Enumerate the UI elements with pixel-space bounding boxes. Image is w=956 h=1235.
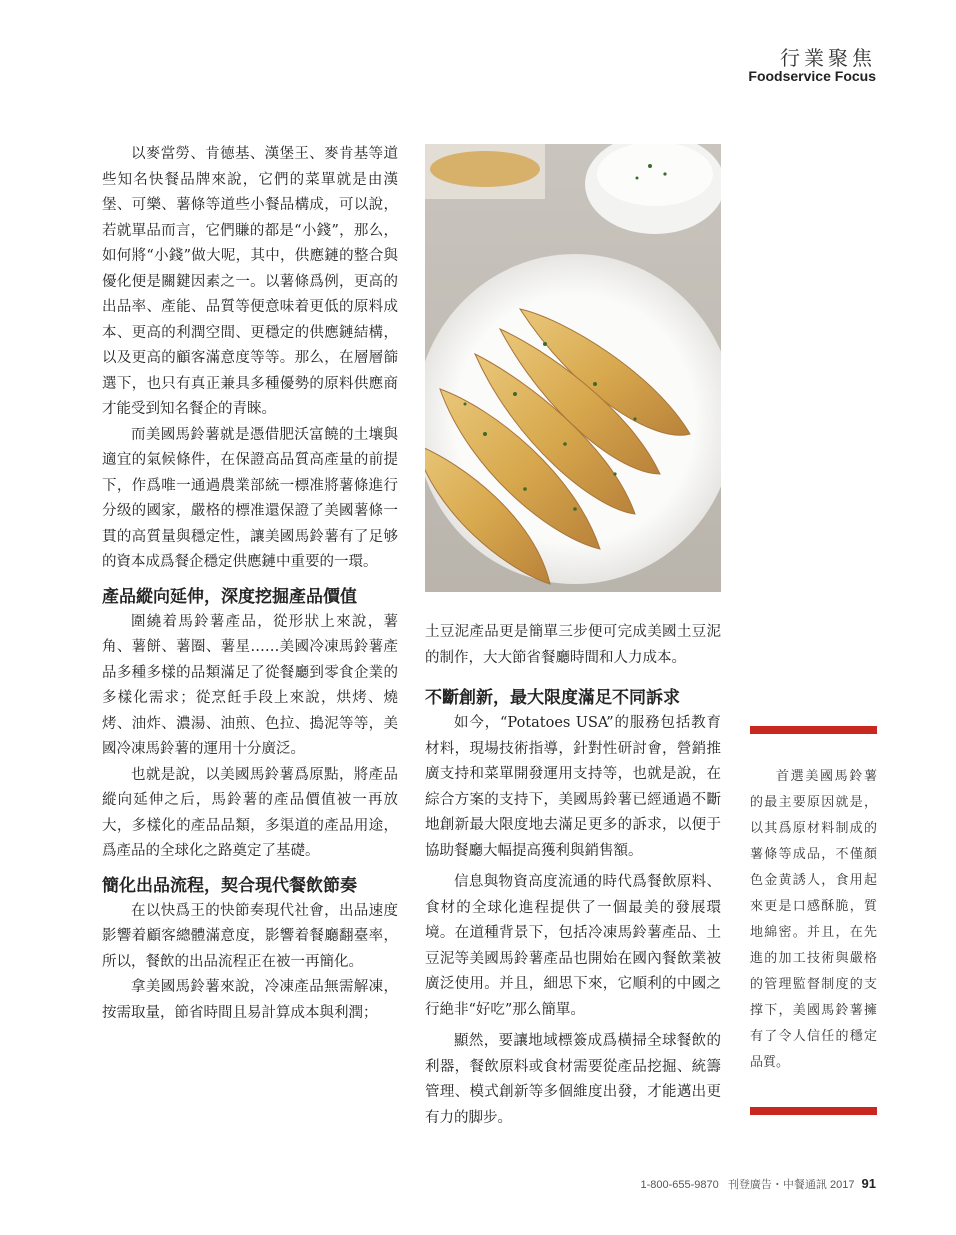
footer-publication: 刊登廣告・中餐通訊 2017 xyxy=(727,1179,855,1191)
paragraph: 也就是說，以美國馬鈴薯爲原點，將產品縱向延伸之后，馬鈴薯的產品價值被一再放大，多樣化的產品品類，多渠道的產品用途，爲產品的全球化之路奠定了基礎。 xyxy=(102,766,398,859)
accent-bar-top xyxy=(750,726,877,734)
paragraph: 顯然，要讓地域標簽成爲橫掃全球餐飲的利器，餐飲原料或食材需要從產品挖掘、統籌管理、模式創新等多個維度出發，才能邁出更有力的脚步。 xyxy=(425,1033,721,1126)
article-column-left xyxy=(102,142,398,1026)
paragraph: 如今，“Potatoes USA”的服務包括教育材料，現場技術指導，針對性研討會，營銷推廣支持和菜單開發運用支持等，也就是說，在綜合方案的支持下，美國馬鈴薯已經通過不斷地創新最大限度地去滿足更多的訴求，以便于協助餐廳大幅提高獲利與銷售額。 xyxy=(425,715,721,859)
pull-quote-sidebar xyxy=(750,726,877,1076)
section-title-cn: 行業聚焦 xyxy=(780,46,876,70)
section-title-en: Foodservice Focus xyxy=(748,68,876,84)
pull-quote-text: 首選美國馬鈴薯的最主要原因就是，以其爲原材料制成的薯條等成品，不僅顏色金黄誘人，食用起來更是口感酥脆，質地綿密。并且，在先進的加工技術與嚴格的管理監督制度的支撑下，美國馬鈴薯擁有了令人信任的穩定品質。 xyxy=(750,769,877,1070)
paragraph: 信息與物資高度流通的時代爲餐飲原料、食材的全球化進程提供了一個最美的發展環境。在道種背景下，包括冷凍馬鈴薯產品、土豆泥等美國馬鈴薯產品也開始在國內餐飲業被廣泛使用。并且，細思下來，它順利的中國之行絶非“好吃”那么簡單。 xyxy=(425,874,721,1018)
paragraph: 以麥當勞、肯德基、漢堡王、麥肯基等道些知名快餐品牌來說，它們的菜單就是由漢堡、可樂、薯條等道些小餐品構成，可以說，若就單品而言，它們賺的都是“小錢”，那么，如何將“小錢”做大呢，其中，供應鏈的整合與優化便是關鍵因素之一。以薯條爲例，更高的出品率、產能、品質等便意味着更低的原料成本、更高的利潤空間、更穩定的供應鏈結構，以及更高的顧客滿意度等等。那么，在層層篩選下，也只有真正兼具多種優勢的原料供應商才能受到知名餐企的青睞。 xyxy=(102,146,398,417)
page-footer xyxy=(640,1176,876,1192)
paragraph: 土豆泥產品更是簡單三步便可完成美國土豆泥的制作，大大節省餐廳時間和人力成本。 xyxy=(425,624,721,666)
article-column-right xyxy=(425,620,721,1131)
paragraph: 圍繞着馬鈴薯產品，從形狀上來說，薯角、薯餅、薯圈、薯星……美國冷凍馬鈴薯產品多種多樣的品類滿足了從餐廳到零食企業的多樣化需求；從烹飪手段上來說，烘烤、燒烤、油炸、濃湯、油煎、色拉、搗泥等等，美國冷凍馬鈴薯的運用十分廣泛。 xyxy=(102,613,398,757)
page-number: 91 xyxy=(861,1176,876,1191)
paragraph: 在以快爲王的快節奏現代社會，出品速度影響着顧客總體滿意度，影響着餐廳翻臺率，所以，餐飲的出品流程正在被一再簡化。 xyxy=(102,902,398,970)
paragraph: 而美國馬鈴薯就是憑借肥沃富饒的土壤與適宜的氣候條件，在保證高品質高產量的前提下，作爲唯一通過農業部統一標准將薯條進行分级的國家，嚴格的標准還保證了美國薯條一貫的高質量與穩定性，讓美國馬鈴薯有了足够的資本成爲餐企穩定供應鏈中重要的一環。 xyxy=(102,426,398,570)
accent-bar-bottom xyxy=(750,1107,877,1115)
section-heading: 簡化出品流程，契合現代餐飲節奏 xyxy=(102,875,357,896)
footer-phone: 1-800-655-9870 xyxy=(640,1179,719,1191)
potato-wedges-photo xyxy=(425,144,721,592)
paragraph: 拿美國馬鈴薯來說，冷凍產品無需解凍，按需取量，節省時間且易計算成本與利潤； xyxy=(102,979,398,1021)
section-heading: 產品縱向延伸，深度挖掘產品價值 xyxy=(102,586,357,607)
section-heading: 不斷創新，最大限度滿足不同訴求 xyxy=(425,688,680,708)
